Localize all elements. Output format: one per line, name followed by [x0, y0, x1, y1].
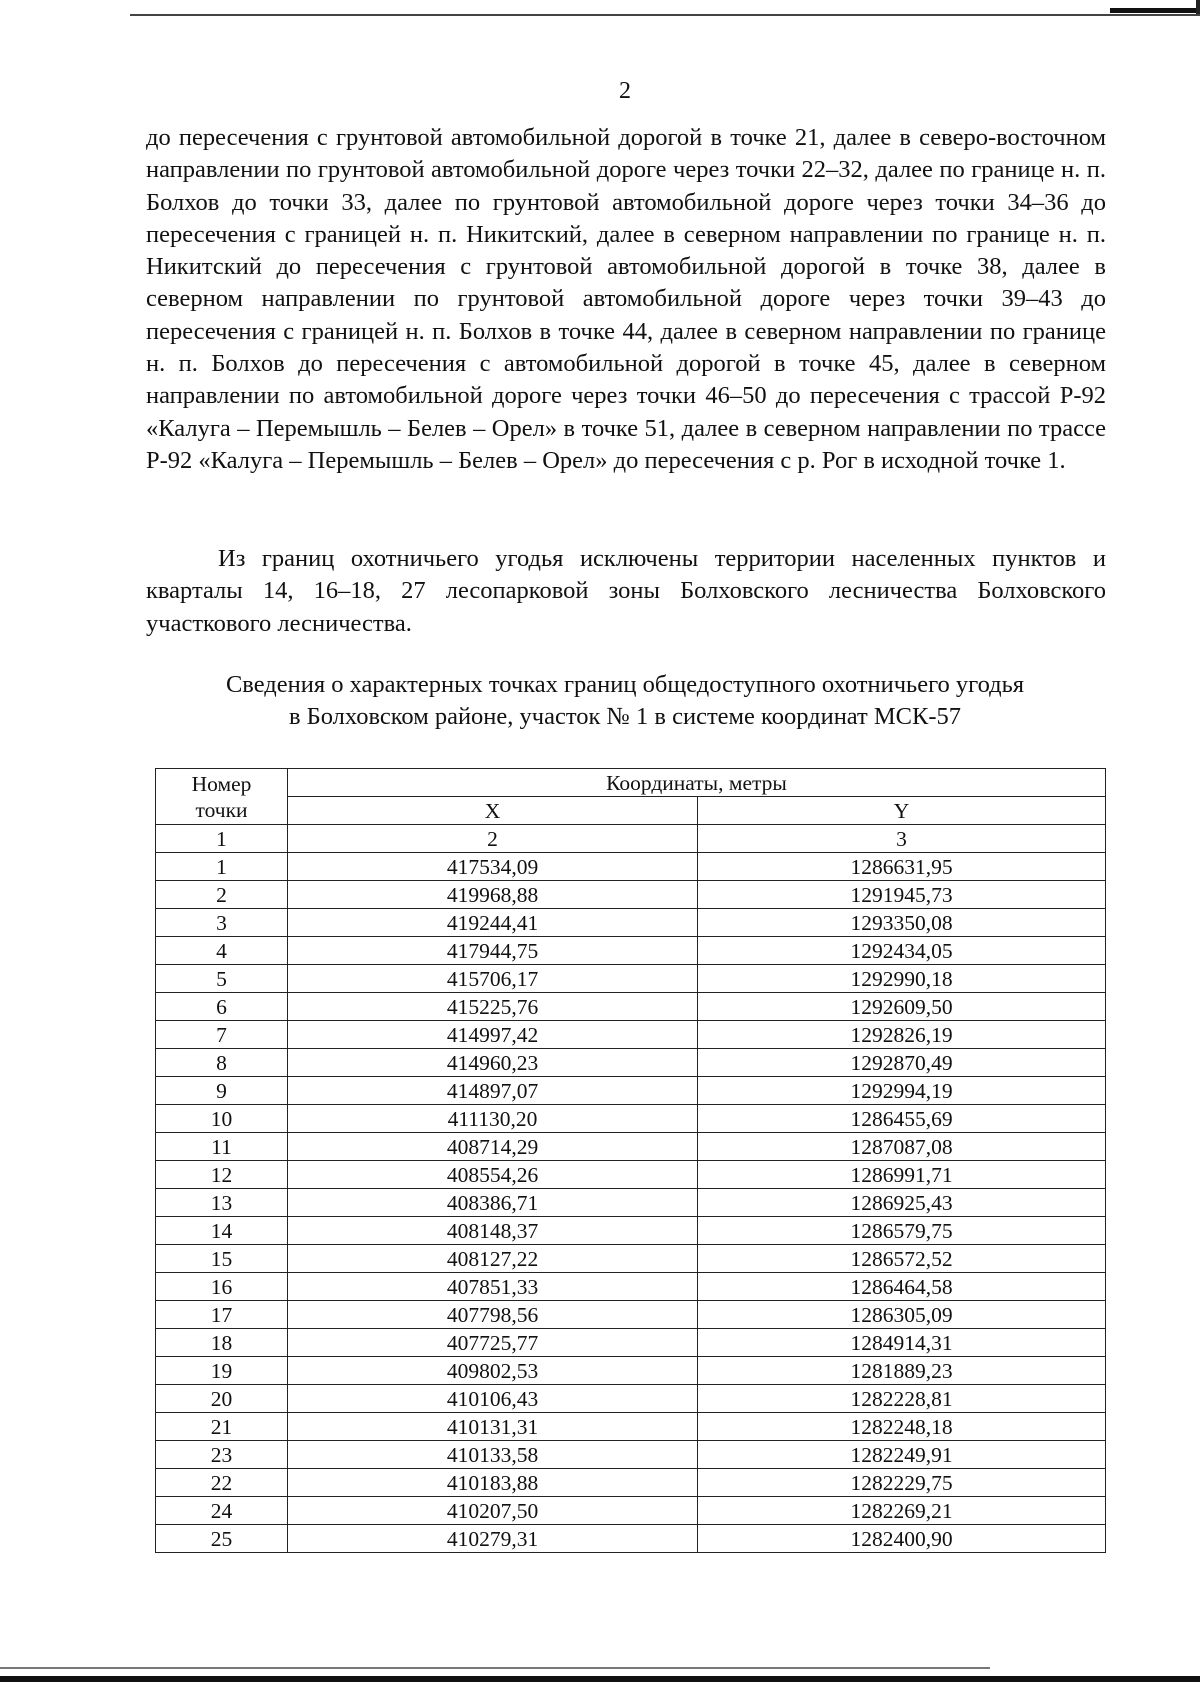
- y-coordinate-cell: 1287087,08: [698, 1133, 1106, 1161]
- y-coordinate-cell: 1293350,08: [698, 909, 1106, 937]
- x-coordinate-cell: 407851,33: [288, 1273, 698, 1301]
- point-number-cell: 22: [156, 1469, 288, 1497]
- header-point-number-line-2: точки: [195, 797, 248, 822]
- y-coordinate-cell: 1292826,19: [698, 1021, 1106, 1049]
- x-coordinate-cell: 414997,42: [288, 1021, 698, 1049]
- point-number-cell: 20: [156, 1385, 288, 1413]
- scan-edge-bottom-light: [0, 1667, 990, 1669]
- x-coordinate-cell: 408714,29: [288, 1133, 698, 1161]
- x-coordinate-cell: 417944,75: [288, 937, 698, 965]
- table-row: [156, 1469, 1106, 1497]
- table-row: [156, 1525, 1106, 1553]
- table-row: [156, 993, 1106, 1021]
- y-coordinate-cell: 1281889,23: [698, 1357, 1106, 1385]
- y-coordinate-cell: 1292870,49: [698, 1049, 1106, 1077]
- point-number-cell: 24: [156, 1497, 288, 1525]
- x-coordinate-cell: 411130,20: [288, 1105, 698, 1133]
- y-coordinate-cell: 1292994,19: [698, 1077, 1106, 1105]
- table-row: [156, 937, 1106, 965]
- table-row: [156, 881, 1106, 909]
- header-y: Y: [698, 797, 1106, 825]
- y-coordinate-cell: 1282400,90: [698, 1525, 1106, 1553]
- x-coordinate-cell: 410106,43: [288, 1385, 698, 1413]
- header-point-number-line-1: Номер: [191, 771, 252, 796]
- table-row: [156, 1021, 1106, 1049]
- point-number-cell: 1: [156, 853, 288, 881]
- table-row: [156, 1497, 1106, 1525]
- point-number-cell: 16: [156, 1273, 288, 1301]
- x-coordinate-cell: 408148,37: [288, 1217, 698, 1245]
- x-coordinate-cell: 410133,58: [288, 1441, 698, 1469]
- scan-edge-top: [130, 14, 1200, 16]
- x-coordinate-cell: 417534,09: [288, 853, 698, 881]
- x-coordinate-cell: 409802,53: [288, 1357, 698, 1385]
- table-column-number-row: [156, 825, 1106, 853]
- paragraph-exclusions: Из границ охотничьего угодья исключены территории населенных пунктов и кварталы 14, 16–18, 27 лесопарковой зоны Болховского лесничества Болховского участкового лесничества.: [146, 545, 1106, 637]
- column-number: 1: [156, 825, 288, 853]
- table-row: [156, 1217, 1106, 1245]
- table-row: [156, 1105, 1106, 1133]
- x-coordinate-cell: 410207,50: [288, 1497, 698, 1525]
- table-row: [156, 1385, 1106, 1413]
- table-row: [156, 1301, 1106, 1329]
- point-number-cell: 18: [156, 1329, 288, 1357]
- point-number-cell: 14: [156, 1217, 288, 1245]
- point-number-cell: 17: [156, 1301, 288, 1329]
- point-number-cell: 8: [156, 1049, 288, 1077]
- point-number-cell: 5: [156, 965, 288, 993]
- header-x: X: [288, 797, 698, 825]
- column-number: 2: [288, 825, 698, 853]
- y-coordinate-cell: 1286305,09: [698, 1301, 1106, 1329]
- point-number-cell: 9: [156, 1077, 288, 1105]
- point-number-cell: 23: [156, 1441, 288, 1469]
- x-coordinate-cell: 407725,77: [288, 1329, 698, 1357]
- table-subheader-row: [156, 797, 1106, 825]
- y-coordinate-cell: 1282228,81: [698, 1385, 1106, 1413]
- x-coordinate-cell: 410183,88: [288, 1469, 698, 1497]
- table-row: [156, 1245, 1106, 1273]
- x-coordinate-cell: 408554,26: [288, 1161, 698, 1189]
- x-coordinate-cell: 414960,23: [288, 1049, 698, 1077]
- x-coordinate-cell: 419244,41: [288, 909, 698, 937]
- y-coordinate-cell: 1286579,75: [698, 1217, 1106, 1245]
- point-number-cell: 12: [156, 1161, 288, 1189]
- coordinates-table: [155, 768, 1106, 1553]
- scan-edge-right: [1196, 0, 1200, 14]
- table-row: [156, 1077, 1106, 1105]
- point-number-cell: 2: [156, 881, 288, 909]
- point-number-cell: 6: [156, 993, 288, 1021]
- x-coordinate-cell: 410279,31: [288, 1525, 698, 1553]
- point-number-cell: 7: [156, 1021, 288, 1049]
- y-coordinate-cell: 1282229,75: [698, 1469, 1106, 1497]
- table-row: [156, 965, 1106, 993]
- page-number: 2: [619, 78, 631, 104]
- table-row: [156, 1189, 1106, 1217]
- table-header-row: [156, 769, 1106, 797]
- header-coordinates: Координаты, метры: [288, 769, 1106, 797]
- point-number-cell: 11: [156, 1133, 288, 1161]
- y-coordinate-cell: 1286464,58: [698, 1273, 1106, 1301]
- table-row: [156, 1357, 1106, 1385]
- y-coordinate-cell: 1284914,31: [698, 1329, 1106, 1357]
- point-number-cell: 3: [156, 909, 288, 937]
- y-coordinate-cell: 1286991,71: [698, 1161, 1106, 1189]
- point-number-cell: 19: [156, 1357, 288, 1385]
- table-caption-line-2: в Болховском районе, участок № 1 в системе координат МСК-57: [288, 703, 962, 730]
- y-coordinate-cell: 1282269,21: [698, 1497, 1106, 1525]
- table-row: [156, 853, 1106, 881]
- x-coordinate-cell: 407798,56: [288, 1301, 698, 1329]
- table-caption-line-1: Сведения о характерных точках границ общедоступного охотничьего угодья: [225, 671, 1025, 698]
- x-coordinate-cell: 415706,17: [288, 965, 698, 993]
- table-body: [156, 853, 1106, 1553]
- scan-edge-top-corner: [1110, 8, 1200, 13]
- y-coordinate-cell: 1286631,95: [698, 853, 1106, 881]
- y-coordinate-cell: 1292609,50: [698, 993, 1106, 1021]
- x-coordinate-cell: 414897,07: [288, 1077, 698, 1105]
- table-row: [156, 1273, 1106, 1301]
- table-row: [156, 1441, 1106, 1469]
- table-row: [156, 1161, 1106, 1189]
- x-coordinate-cell: 419968,88: [288, 881, 698, 909]
- y-coordinate-cell: 1286455,69: [698, 1105, 1106, 1133]
- y-coordinate-cell: 1282248,18: [698, 1413, 1106, 1441]
- point-number-cell: 13: [156, 1189, 288, 1217]
- table-row: [156, 1413, 1106, 1441]
- point-number-cell: 15: [156, 1245, 288, 1273]
- point-number-cell: 10: [156, 1105, 288, 1133]
- y-coordinate-cell: 1292434,05: [698, 937, 1106, 965]
- y-coordinate-cell: 1286572,52: [698, 1245, 1106, 1273]
- x-coordinate-cell: 408127,22: [288, 1245, 698, 1273]
- table-row: [156, 1329, 1106, 1357]
- paragraph-route: до пересечения с грунтовой автомобильной дорогой в точке 21, далее в северо-восточном направлении по грунтовой автомобильной дороге через точки 22–32, далее по границе н. п. Болхов до точки 33, далее по грунтовой автомобильной дороге через точки 34–36 до пересечения с границей н. п. Никитский, далее в северном направлении по границе н. п. Никитский до пересечения с грунтовой автомобильной дорогой в точке 38, далее в северном направлении по грунтовой автомобильной дороге через точки 39–43 до пересечения с границей н. п. Болхов в точке 44, далее в северном направлении по границе н. п. Болхов до пересечения с автомобильной дорогой в точке 45, далее в северном направлении по автомобильной дороге через точки 46–50 до пересечения с трассой Р-92 «Калуга – Перемышль – Белев – Орел» в точке 51, далее в северном направлении по трассе Р-92 «Калуга – Перемышль – Белев – Орел» до пересечения с р. Рог в исходной точке 1.: [146, 124, 1106, 474]
- y-coordinate-cell: 1291945,73: [698, 881, 1106, 909]
- y-coordinate-cell: 1282249,91: [698, 1441, 1106, 1469]
- scan-edge-bottom: [0, 1676, 1200, 1682]
- x-coordinate-cell: 415225,76: [288, 993, 698, 1021]
- point-number-cell: 21: [156, 1413, 288, 1441]
- x-coordinate-cell: 410131,31: [288, 1413, 698, 1441]
- table-row: [156, 909, 1106, 937]
- point-number-cell: 4: [156, 937, 288, 965]
- y-coordinate-cell: 1292990,18: [698, 965, 1106, 993]
- table-row: [156, 1133, 1106, 1161]
- y-coordinate-cell: 1286925,43: [698, 1189, 1106, 1217]
- point-number-cell: 25: [156, 1525, 288, 1553]
- table-row: [156, 1049, 1106, 1077]
- column-number: 3: [698, 825, 1106, 853]
- header-point-number: [156, 769, 288, 825]
- table-caption: [150, 669, 1100, 733]
- x-coordinate-cell: 408386,71: [288, 1189, 698, 1217]
